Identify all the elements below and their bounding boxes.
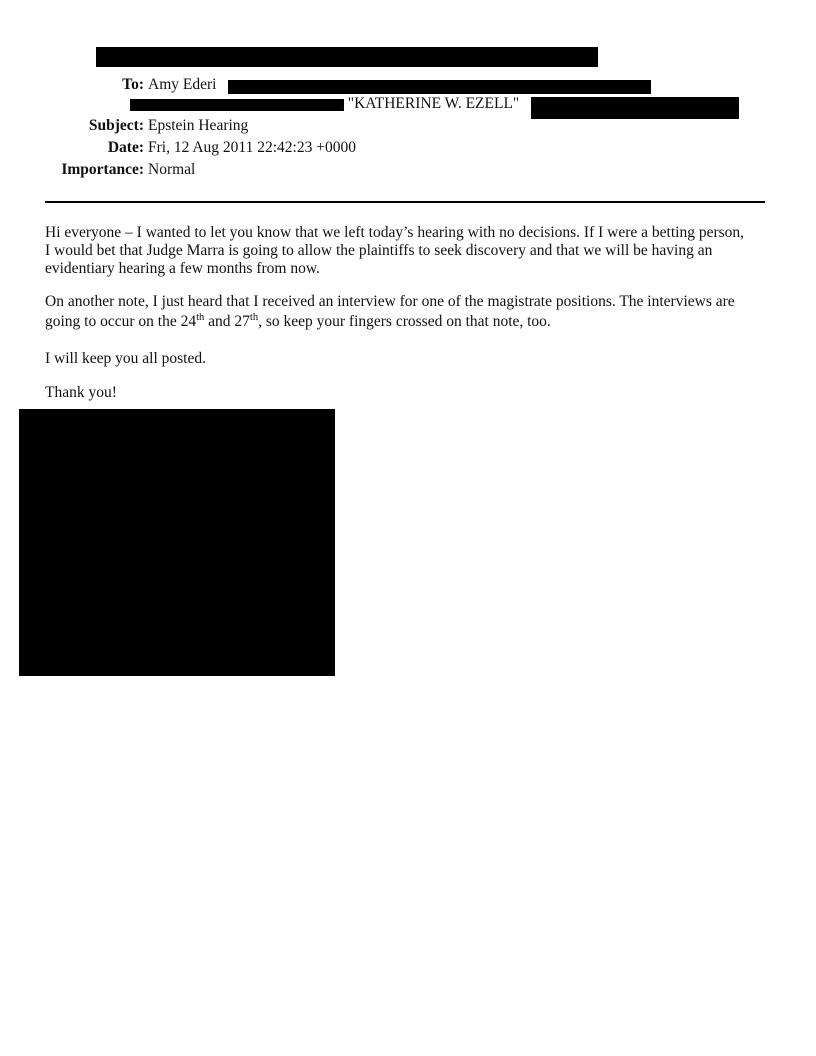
body-paragraph-2 (45, 293, 775, 331)
redaction-to-line-2b (531, 97, 739, 119)
body-line: I would bet that Judge Marra is going to allow the plaintiffs to seek discovery and that we will be having an (45, 242, 713, 259)
redaction-to-line-2a (130, 99, 344, 111)
date-value: Fri, 12 Aug 2011 22:42:23 +0000 (148, 139, 356, 156)
to-recipient-katherine-ezell: , "KATHERINE W. EZELL" (340, 95, 520, 112)
redaction-signature-block (19, 409, 335, 676)
to-label: To: (122, 76, 144, 93)
importance-value: Normal (148, 161, 196, 178)
redaction-to-line-1 (228, 80, 651, 94)
body-text: and 27 (204, 313, 250, 330)
body-line: On another note, I just heard that I received an interview for one of the magistrate positions. The interviews are (45, 293, 735, 310)
subject-label: Subject: (88, 117, 144, 134)
subject-value: Epstein Hearing (148, 117, 249, 134)
importance-label: Importance: (61, 161, 144, 178)
body-paragraph-3: I will keep you all posted. (45, 350, 206, 367)
redaction-from-line (96, 47, 598, 67)
body-text: going to occur on the 24 (45, 313, 197, 330)
body-paragraph-4: Thank you! (45, 384, 117, 401)
body-text: , so keep your fingers crossed on that note, too. (258, 313, 551, 330)
ordinal-suffix: th (196, 312, 205, 323)
ordinal-suffix: th (249, 312, 259, 323)
body-line: evidentiary hearing a few months from now. (45, 260, 320, 277)
body-line: Hi everyone – I wanted to let you know that we left today’s hearing with no decisions. If I were a betting person, (45, 224, 745, 241)
header-divider (45, 201, 765, 203)
date-label: Date: (107, 139, 144, 156)
to-first-recipient: Amy Ederi (148, 76, 217, 93)
body-line (45, 313, 775, 331)
body-paragraph-1 (45, 224, 775, 278)
